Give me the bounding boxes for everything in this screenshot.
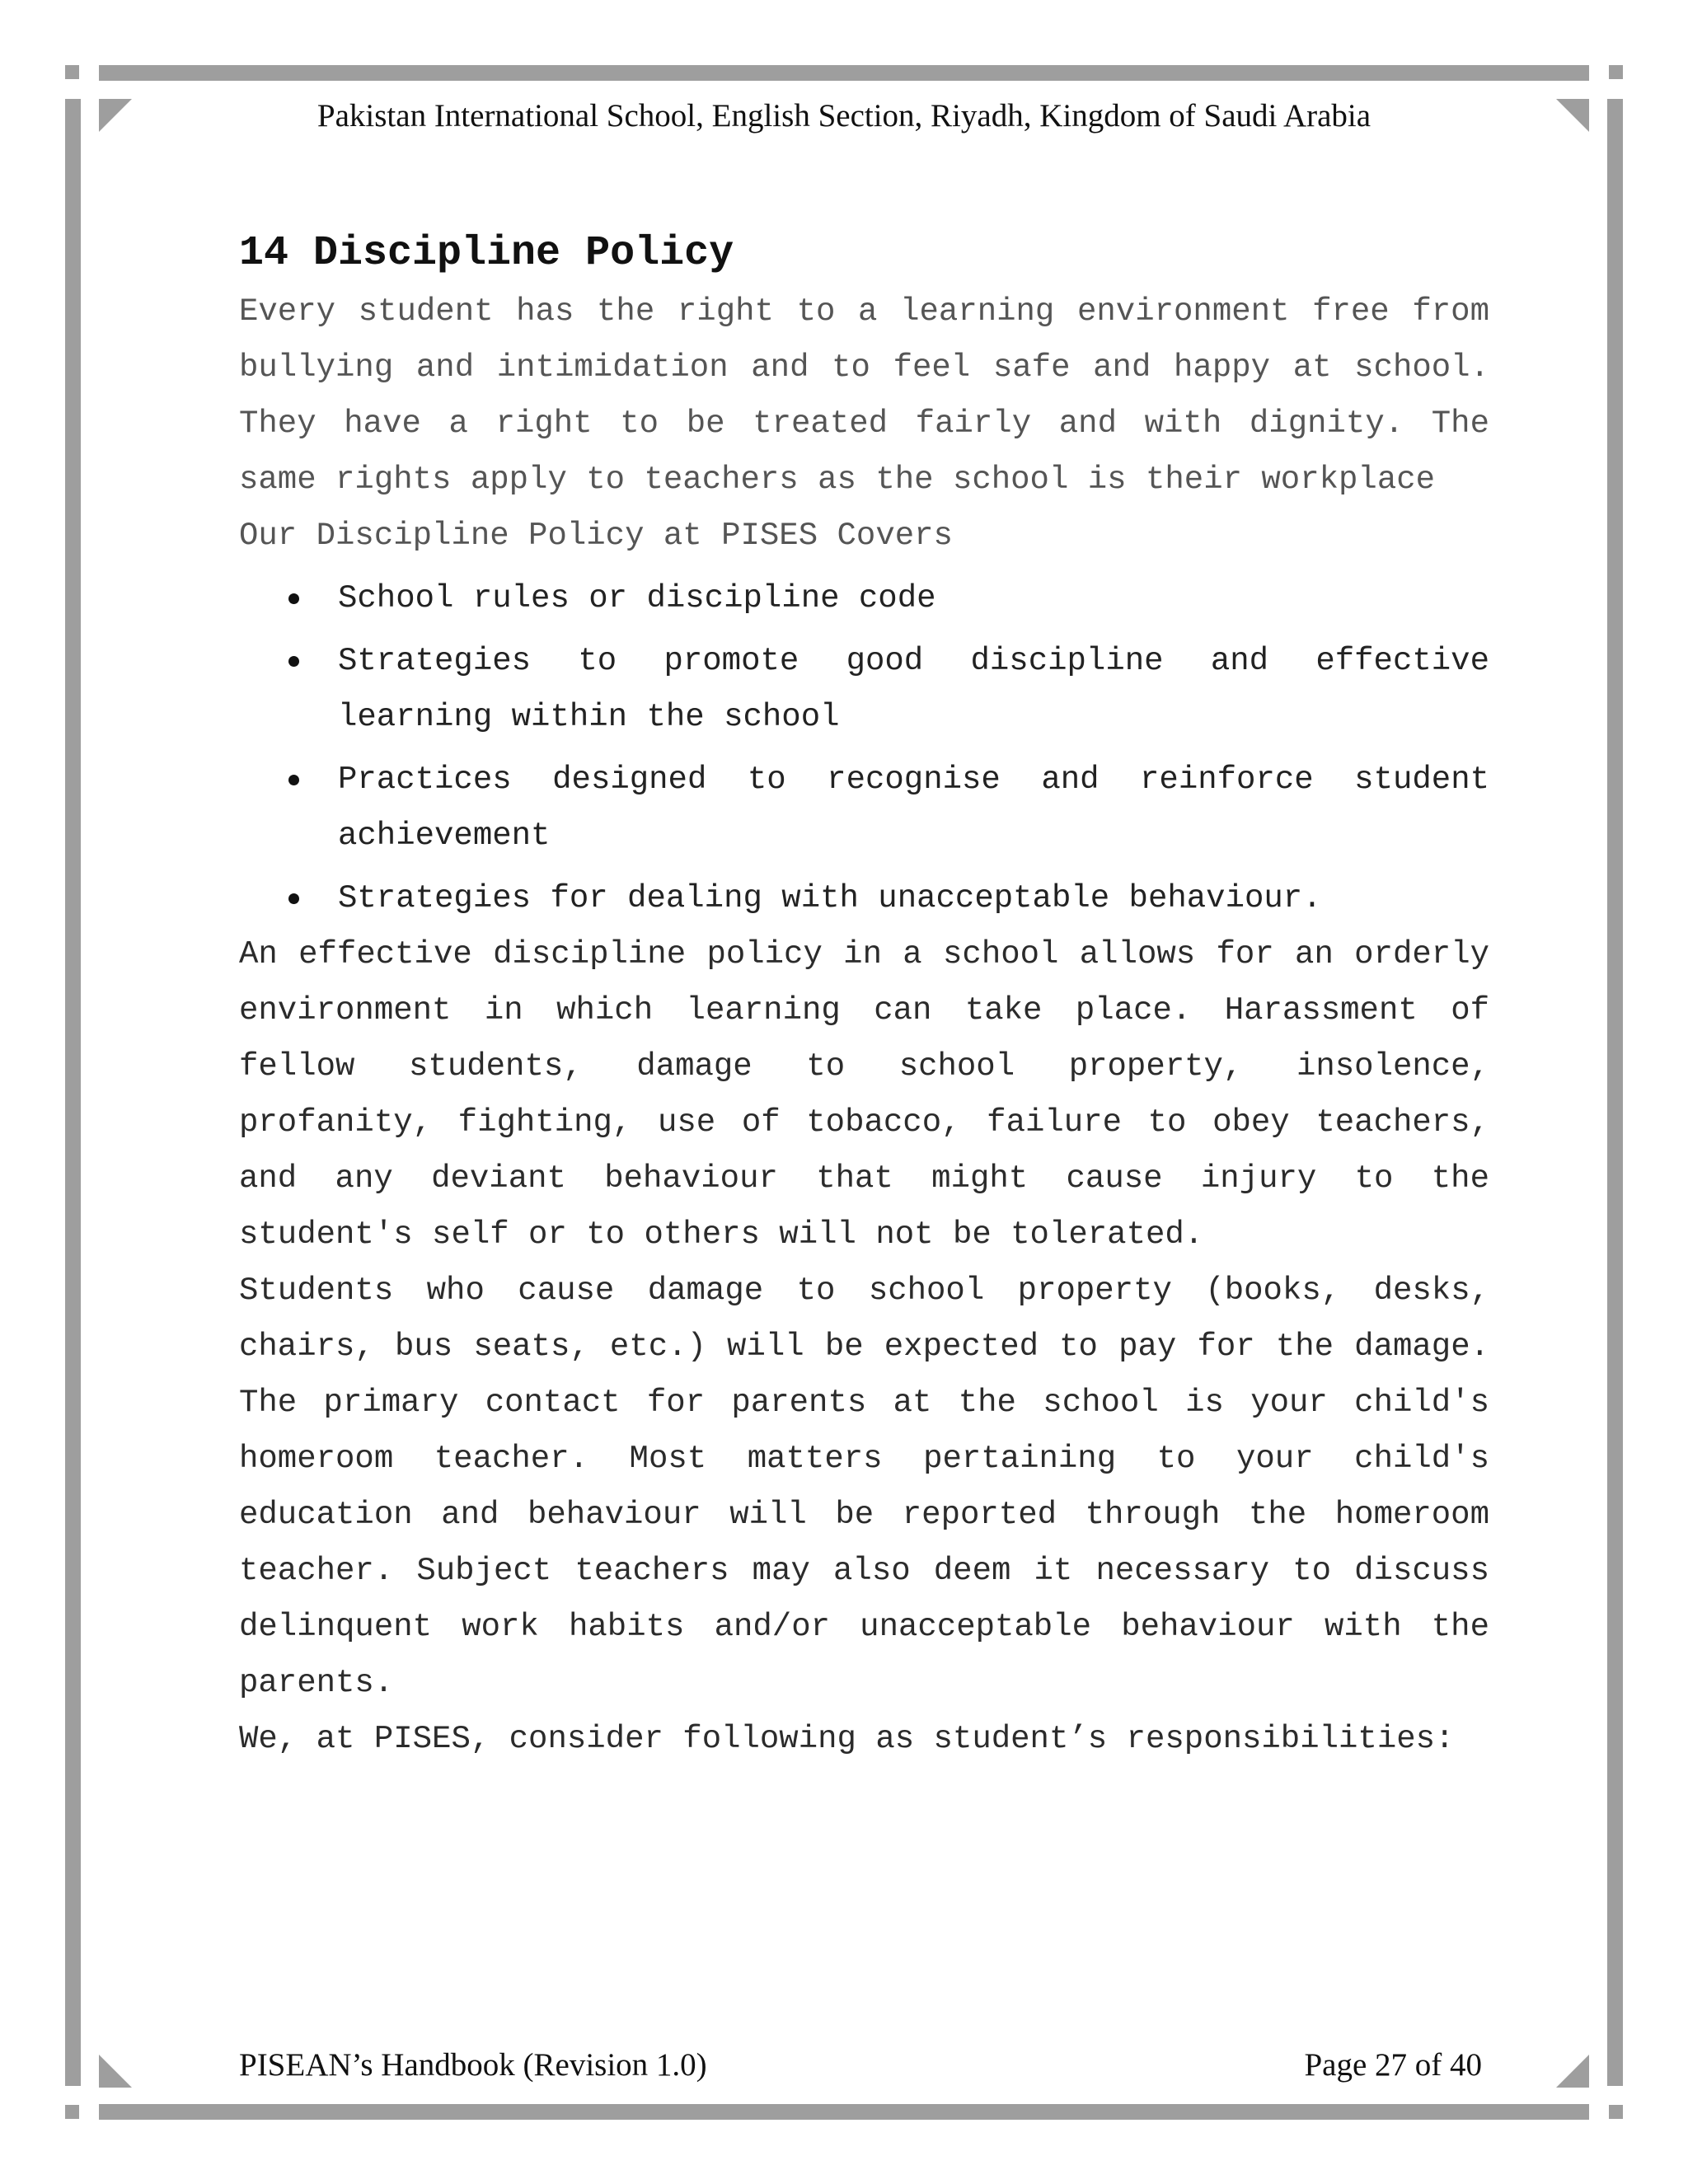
intro-paragraph: Every student has the right to a learning environment free from bullying and intimidation and to feel safe and happy at school. They have a right to be treated fairly and with dignity. The same rights apply to teachers as the school is their workplace [239, 293, 1489, 498]
bullet-list [239, 570, 1489, 926]
body-paragraph: Students who cause damage to school property (books, desks, chairs, bus seats, etc.) will be expected to pay for the damage. The primary contact for parents at the school is your child's homeroom teacher. Most matters pertaining to your child's education and behaviour will be reported through the homeroom teacher. Subject teachers may also deem it necessary to discuss delinquent work habits and/or unacceptable behaviour with the parents. [239, 1272, 1489, 1701]
list-item-text: School rules or discipline code [338, 580, 936, 616]
list-item [239, 633, 1489, 745]
footer-page-number: Page 27 of 40 [1304, 2047, 1482, 2083]
list-item-text: Strategies for dealing with unacceptable behaviour. [338, 880, 1322, 916]
bullet-icon [288, 775, 299, 785]
footer-handbook: PISEAN’s Handbook (Revision 1.0) [239, 2047, 707, 2083]
list-item [239, 570, 1489, 626]
covers-label: Our Discipline Policy at PISES Covers [239, 518, 953, 554]
body-paragraph: An effective discipline policy in a school allows for an orderly environment in which learning can take place. Harassment of fellow students, damage to school property, insolence, profanity, fighting, use of tobacco, failure to obey teachers, and any deviant behaviour that might cause injury to the student's self or to others will not be tolerated. [239, 936, 1489, 1253]
page-body [239, 224, 1489, 1767]
page-border-bottom [99, 2104, 1589, 2120]
border-corner-square [1609, 2105, 1623, 2119]
page-border-top [99, 65, 1589, 81]
list-item [239, 752, 1489, 864]
page-border-left [65, 99, 81, 2086]
list-item-text: Practices designed to recognise and reinforce student achievement [338, 762, 1489, 854]
bullet-icon [288, 893, 299, 904]
bullet-icon [288, 656, 299, 667]
border-corner-square [65, 2105, 79, 2119]
border-corner-square [65, 65, 79, 79]
border-corner-triangle [1556, 2055, 1589, 2088]
page-header: Pakistan International School, English Section, Riyadh, Kingdom of Saudi Arabia [316, 98, 1372, 134]
list-item-text: Strategies to promote good discipline and effective learning within the school [338, 643, 1489, 735]
bullet-icon [288, 593, 299, 604]
border-corner-triangle [99, 2055, 132, 2088]
body-paragraph: We, at PISES, consider following as student’s responsibilities: [239, 1721, 1455, 1757]
section-heading: 14 Discipline Policy [239, 230, 734, 277]
page-border-right [1607, 99, 1623, 2086]
border-corner-square [1609, 65, 1623, 79]
list-item [239, 870, 1489, 926]
